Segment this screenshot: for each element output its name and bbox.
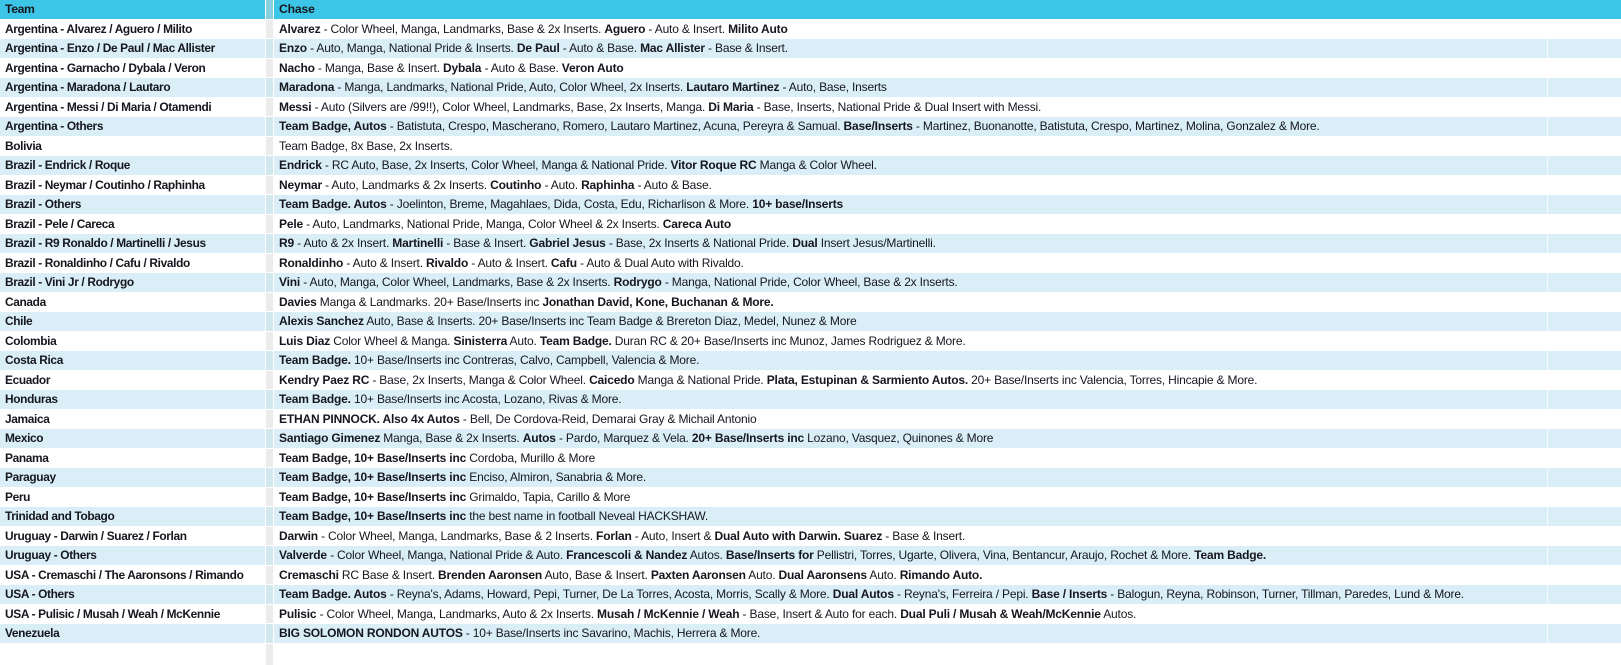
table-body	[0, 20, 1621, 665]
chase-text: - Manga, Base & Insert.	[314, 60, 444, 75]
chase-highlight-text: Dual Auto with Darwin. Suarez	[714, 528, 883, 543]
column-divider	[265, 546, 274, 565]
chase-highlight-text: Raphinha	[581, 177, 635, 192]
chase-cell[interactable]	[274, 607, 1621, 621]
column-divider	[265, 98, 274, 117]
chase-highlight-text: Santiago Gimenez	[279, 431, 381, 446]
chase-highlight-text: Luis Diaz	[279, 333, 331, 348]
chase-text: - Pardo, Marquez & Vela.	[555, 431, 692, 446]
chase-text: - Auto (Silvers are /99!!), Color Wheel, Landmarks, Base, 2x Inserts, Manga.	[311, 99, 709, 114]
chase-highlight-text: Maradona	[279, 80, 335, 95]
chase-cell[interactable]	[274, 431, 1621, 445]
chase-text: - Color Wheel, Manga, Landmarks, Base & 2 Inserts.	[317, 528, 597, 543]
table-row	[0, 371, 1621, 391]
chase-text: 10+ Base/Inserts inc Acosta, Lozano, Rivas & More.	[350, 392, 622, 407]
chase-highlight-text: De Paul	[516, 41, 560, 56]
table-row	[0, 566, 1621, 586]
chase-highlight-text: Team Badge.	[539, 333, 612, 348]
chase-cell[interactable]	[274, 353, 1621, 367]
chase-highlight-text: Musah / McKennie / Weah	[597, 606, 740, 621]
chase-cell[interactable]	[274, 41, 1621, 55]
chase-highlight-text: Base/Inserts for	[725, 548, 814, 563]
chase-text: the best name in football Neveal HACKSHAW.	[466, 509, 709, 524]
chase-highlight-text: Team Badge, 10+ Base/Inserts inc	[279, 489, 467, 504]
chase-cell[interactable]	[274, 295, 1621, 309]
column-divider	[265, 410, 274, 429]
chase-text: - Color Wheel, Manga, Landmarks, Base & 2x Inserts.	[320, 21, 605, 36]
chase-cell[interactable]	[274, 548, 1621, 562]
chase-text: - Auto, Landmarks & 2x Inserts.	[321, 177, 491, 192]
team-cell[interactable]: Brazil - R9 Ronaldo / Martinelli / Jesus	[5, 236, 206, 251]
table-row	[0, 156, 1621, 176]
team-cell[interactable]: Uruguay - Darwin / Suarez / Forlan	[5, 528, 187, 543]
chase-cell[interactable]	[274, 158, 1621, 172]
chase-cell[interactable]	[274, 392, 1621, 406]
chase-highlight-text: Rodrygo	[613, 275, 662, 290]
column-divider	[265, 215, 274, 234]
chase-cell[interactable]	[274, 256, 1621, 270]
chase-highlight-text: Di Maria	[708, 99, 754, 114]
chase-text: Auto.	[507, 333, 540, 348]
table-row	[0, 429, 1621, 449]
column-divider	[265, 254, 274, 273]
chase-highlight-text: Team Badge, Autos	[279, 119, 387, 134]
chase-text: - Base, 2x Inserts, Manga & Color Wheel.	[369, 372, 590, 387]
chase-highlight-text: Vitor Roque RC	[670, 158, 757, 173]
column-divider	[265, 566, 274, 585]
chase-highlight-text: Coutinho	[490, 177, 542, 192]
chase-highlight-text: Nacho	[279, 60, 315, 75]
chase-cell[interactable]	[274, 626, 1621, 640]
chase-highlight-text: Careca Auto	[662, 216, 731, 231]
team-cell[interactable]: Mexico	[5, 431, 44, 446]
chase-text: - Auto, Insert &	[631, 528, 715, 543]
chase-highlight-text: Sinisterra	[453, 333, 508, 348]
chase-highlight-text: Vini	[279, 275, 301, 290]
table-row	[0, 117, 1621, 137]
chase-text: - Reyna's, Ferreira / Pepi.	[893, 587, 1032, 602]
table-row	[0, 527, 1621, 547]
chase-highlight-text: Cafu	[550, 255, 577, 270]
chase-text: - Auto, Manga, National Pride & Inserts.	[306, 41, 517, 56]
chase-cell[interactable]	[274, 178, 1621, 192]
chase-highlight-text: Alexis Sanchez	[279, 314, 364, 329]
chase-column-header[interactable]: Chase	[279, 2, 315, 17]
column-divider	[265, 312, 274, 331]
chase-text: - Base & Insert.	[882, 528, 966, 543]
chase-highlight-text: Dual Aaronsens	[778, 567, 867, 582]
chase-text: - Auto, Manga, Color Wheel, Landmarks, Base & 2x Inserts.	[300, 275, 614, 290]
table-row	[0, 59, 1621, 79]
chase-text: - Auto & Dual Auto with Rivaldo.	[576, 255, 744, 270]
column-divider	[265, 234, 274, 253]
column-divider	[265, 624, 274, 643]
table-row	[0, 293, 1621, 313]
chase-highlight-text: Endrick	[279, 158, 322, 173]
chase-highlight-text: 10+ base/Inserts	[752, 197, 844, 212]
column-divider	[265, 176, 274, 195]
column-divider	[265, 195, 274, 214]
table-row	[0, 176, 1621, 196]
team-cell[interactable]: Brazil - Others	[5, 197, 82, 212]
team-cell[interactable]: Argentina - Others	[5, 119, 104, 134]
chase-cell[interactable]	[274, 61, 1621, 75]
chase-text: Duran RC & 20+ Base/Inserts inc Munoz, James Rodriguez & More.	[611, 333, 966, 348]
team-cell[interactable]: Brazil - Neymar / Coutinho / Raphinha	[5, 177, 205, 192]
chase-highlight-text: Rimando Auto.	[899, 567, 983, 582]
table-row	[0, 449, 1621, 469]
chase-highlight-text: Jonathan David, Kone, Buchanan & More.	[542, 294, 774, 309]
chase-text: - Auto, Base, Inserts	[779, 80, 887, 95]
column-divider	[265, 644, 274, 665]
chase-text: Autos.	[687, 548, 726, 563]
chase-text: Auto.	[866, 567, 900, 582]
chase-text: - Auto & 2x Insert.	[293, 236, 393, 251]
chase-text: - Reyna's, Adams, Howard, Pepi, Turner, De La Torres, Acosta, Morris, Scally & More.	[386, 587, 833, 602]
chase-text: Auto.	[745, 567, 779, 582]
team-cell[interactable]: Brazil - Endrick / Roque	[5, 158, 131, 173]
column-divider	[265, 137, 274, 156]
chase-cell[interactable]	[274, 217, 1621, 231]
chase-text: Manga & Landmarks. 20+ Base/Inserts inc	[316, 294, 543, 309]
table-row	[0, 468, 1621, 488]
column-divider	[265, 59, 274, 78]
chase-highlight-text: Base / Inserts	[1031, 587, 1108, 602]
chase-text: - Auto.	[541, 177, 582, 192]
chase-highlight-text: Veron Auto	[561, 60, 624, 75]
chase-highlight-text: Caicedo	[589, 372, 635, 387]
chase-cell[interactable]	[274, 334, 1621, 348]
column-divider	[265, 527, 274, 546]
chase-cell[interactable]	[274, 275, 1621, 289]
chase-highlight-text: Team Badge.	[279, 392, 351, 407]
team-column-header[interactable]: Team	[5, 2, 35, 17]
chase-highlight-text: Dual	[792, 236, 818, 251]
chase-highlight-text: Alvarez	[279, 21, 321, 36]
column-divider	[265, 371, 274, 390]
chase-text: Enciso, Almiron, Sanabria & More.	[466, 470, 647, 485]
team-cell[interactable]: Peru	[5, 489, 31, 504]
chase-highlight-text: BIG SOLOMON RONDON AUTOS	[279, 626, 463, 641]
column-divider	[265, 39, 274, 58]
header-row	[0, 0, 1621, 20]
team-cell[interactable]: Argentina - Enzo / De Paul / Mac Allister	[5, 41, 215, 56]
chase-text: Team Badge, 8x Base, 2x Inserts.	[279, 138, 453, 153]
chase-highlight-text: Kendry Paez RC	[279, 372, 370, 387]
table-row	[0, 332, 1621, 352]
team-cell[interactable]: USA - Pulisic / Musah / Weah / McKennie	[5, 606, 220, 621]
chase-text: 20+ Base/Inserts inc Valencia, Torres, Hincapie & More.	[968, 372, 1258, 387]
column-divider	[265, 20, 274, 39]
chase-highlight-text: Lautaro Martinez	[686, 80, 780, 95]
chase-highlight-text: 20+ Base/Inserts inc	[691, 431, 805, 446]
table-row	[0, 137, 1621, 157]
team-cell[interactable]: Brazil - Pele / Careca	[5, 216, 115, 231]
chase-text: - Base, Inserts, National Pride & Dual Insert with Messi.	[753, 99, 1042, 114]
table-row	[0, 351, 1621, 371]
chase-text: Pellistri, Torres, Ugarte, Olivera, Vina, Bentancur, Araujo, Rochet & More.	[813, 548, 1195, 563]
chase-cell[interactable]	[274, 314, 1621, 328]
chase-text: Insert Jesus/Martinelli.	[817, 236, 936, 251]
chase-highlight-text: Team Badge.	[279, 353, 351, 368]
table-row	[0, 410, 1621, 430]
chase-highlight-text: Dybala	[443, 60, 482, 75]
team-cell[interactable]: Panama	[5, 450, 49, 465]
table-row	[0, 585, 1621, 605]
team-cell[interactable]: Canada	[5, 294, 46, 309]
chase-text: - Auto & Base.	[481, 60, 562, 75]
chase-highlight-text: Team Badge, 10+ Base/Inserts inc	[279, 450, 467, 465]
chase-text: Manga, Base & 2x Inserts.	[380, 431, 523, 446]
chase-highlight-text: Forlan	[596, 528, 632, 543]
team-cell[interactable]: Brazil - Ronaldinho / Cafu / Rivaldo	[5, 255, 190, 270]
column-divider	[265, 273, 274, 292]
chase-highlight-text: Neymar	[279, 177, 322, 192]
chase-highlight-text: Martinelli	[392, 236, 444, 251]
chase-text: - Martinez, Buonanotte, Batistuta, Crespo, Martinez, Molina, Gonzalez & More.	[912, 119, 1320, 134]
chase-highlight-text: Gabriel Jesus	[529, 236, 606, 251]
chase-text: - Color Wheel, Manga, National Pride & Auto.	[326, 548, 567, 563]
column-divider	[265, 0, 274, 19]
chase-text: - Auto & Base.	[559, 41, 641, 56]
table-row	[0, 390, 1621, 410]
chase-highlight-text: Milito Auto	[728, 21, 788, 36]
chase-highlight-text: Brenden Aaronsen	[438, 567, 543, 582]
team-cell[interactable]: Venezuela	[5, 626, 60, 641]
table-row	[0, 488, 1621, 508]
chase-text: - Base & Insert.	[443, 236, 530, 251]
chase-text: - Base & Insert.	[704, 41, 788, 56]
chase-text: Lozano, Vasquez, Quinones & More	[804, 431, 994, 446]
chase-text: Auto, Base & Inserts. 20+ Base/Inserts inc Team Badge & Brereton Diaz, Medel, Nunez & More	[363, 314, 857, 329]
team-cell[interactable]: Argentina - Maradona / Lautaro	[5, 80, 171, 95]
table-row	[0, 312, 1621, 332]
chase-highlight-text: Davies	[279, 294, 317, 309]
chase-text: - Joelinton, Breme, Magahlaes, Dida, Costa, Edu, Richarlison & More.	[386, 197, 753, 212]
table-row	[0, 215, 1621, 235]
chase-text: - Bell, De Cordova-Reid, Demarai Gray & Michail Antonio	[459, 411, 757, 426]
chase-cell[interactable]	[274, 529, 1621, 543]
team-cell[interactable]: Bolivia	[5, 138, 42, 153]
team-cell[interactable]: Argentina - Garnacho / Dybala / Veron	[5, 60, 206, 75]
chase-cell[interactable]	[274, 412, 1621, 426]
table-row	[0, 234, 1621, 254]
chase-highlight-text: Ronaldinho	[279, 255, 344, 270]
chase-highlight-text: Dual Autos	[832, 587, 894, 602]
chase-cell[interactable]	[274, 568, 1621, 582]
chase-cell[interactable]	[274, 100, 1621, 114]
chase-text: - Balogun, Reyna, Robinson, Turner, Tillman, Paredes, Lund & More.	[1107, 587, 1464, 602]
chase-text: Manga & National Pride.	[634, 372, 767, 387]
chase-highlight-text: Paxten Aaronsen	[650, 567, 746, 582]
chase-text: - 10+ Base/Inserts inc Savarino, Machis, Herrera & More.	[462, 626, 761, 641]
chase-highlight-text: Francescoli & Nandez	[566, 548, 688, 563]
chase-text: - Base, Insert & Auto for each.	[739, 606, 901, 621]
team-cell[interactable]: Honduras	[5, 392, 58, 407]
chase-highlight-text: Team Badge.	[1194, 548, 1267, 563]
chase-text: Auto, Base & Insert.	[542, 567, 651, 582]
chase-highlight-text: Plata, Estupinan & Sarmiento Autos.	[766, 372, 969, 387]
column-divider	[265, 585, 274, 604]
chase-highlight-text: Enzo	[279, 41, 307, 56]
chase-highlight-text: Mac Allister	[640, 41, 705, 56]
team-cell[interactable]: Uruguay - Others	[5, 548, 97, 563]
table-row	[0, 39, 1621, 59]
team-cell[interactable]: Chile	[5, 314, 33, 329]
team-cell[interactable]: Argentina - Alvarez / Aguero / Milito	[5, 21, 193, 36]
column-divider	[265, 390, 274, 409]
chase-highlight-text: Dual Puli / Musah & Weah/McKennie	[900, 606, 1101, 621]
table-row	[0, 546, 1621, 566]
chase-cell[interactable]	[274, 373, 1621, 387]
column-divider	[265, 351, 274, 370]
team-cell[interactable]: Trinidad and Tobago	[5, 509, 115, 524]
column-divider	[265, 507, 274, 526]
team-cell[interactable]: USA - Cremaschi / The Aaronsons / Rimando	[5, 567, 244, 582]
chase-cell[interactable]	[274, 197, 1621, 211]
table-row	[0, 273, 1621, 293]
chase-cell[interactable]	[274, 509, 1621, 523]
chase-text: - Auto & Base.	[634, 177, 712, 192]
chase-text: Grimaldo, Tapia, Carillo & More	[466, 489, 631, 504]
chase-cell[interactable]	[274, 119, 1621, 133]
chase-text: - Auto & Insert.	[343, 255, 427, 270]
chase-text: Manga & Color Wheel.	[756, 158, 877, 173]
chase-highlight-text: R9	[279, 236, 294, 251]
table-row	[0, 254, 1621, 274]
chase-text: - Auto, Landmarks, National Pride, Manga, Color Wheel & 2x Inserts.	[302, 216, 663, 231]
empty-row	[0, 644, 1621, 665]
chase-cell[interactable]	[274, 139, 1621, 153]
column-divider	[265, 293, 274, 312]
chase-cell[interactable]	[274, 587, 1621, 601]
chase-text: - Manga, National Pride, Color Wheel, Base & 2x Inserts.	[661, 275, 958, 290]
chase-cell[interactable]	[274, 22, 1621, 36]
table-row	[0, 624, 1621, 644]
chase-cell[interactable]	[274, 80, 1621, 94]
column-divider	[265, 488, 274, 507]
column-divider	[265, 332, 274, 351]
column-divider	[265, 429, 274, 448]
table-row	[0, 98, 1621, 118]
chase-highlight-text: Autos	[522, 431, 556, 446]
chase-highlight-text: Base/Inserts	[843, 119, 913, 134]
team-cell[interactable]: Ecuador	[5, 372, 51, 387]
chase-cell[interactable]	[274, 236, 1621, 250]
chase-text: - Base, 2x Inserts & National Pride.	[605, 236, 793, 251]
team-cell[interactable]: Paraguay	[5, 470, 56, 485]
chase-text: - Auto & Insert.	[645, 21, 729, 36]
column-divider	[265, 78, 274, 97]
chase-text: 10+ Base/Inserts inc Contreras, Calvo, Campbell, Valencia & More.	[350, 353, 700, 368]
chase-highlight-text: Rivaldo	[426, 255, 469, 270]
column-divider	[265, 605, 274, 624]
chase-highlight-text: Pele	[279, 216, 303, 231]
chase-cell[interactable]	[274, 451, 1621, 465]
chase-text: Autos.	[1100, 606, 1137, 621]
chase-highlight-text: Messi	[279, 99, 312, 114]
team-cell[interactable]: Argentina - Messi / Di Maria / Otamendi	[5, 99, 212, 114]
column-divider	[265, 449, 274, 468]
chase-text: - Manga, Landmarks, National Pride, Auto, Color Wheel, 2x Inserts.	[334, 80, 687, 95]
column-divider	[265, 117, 274, 136]
chase-highlight-text: Darwin	[279, 528, 318, 543]
chase-text: - RC Auto, Base, 2x Inserts, Color Wheel, Manga & National Pride.	[321, 158, 671, 173]
chase-highlight-text: Team Badge. Autos	[279, 587, 387, 602]
chase-text: - Color Wheel, Manga, Landmarks, Auto & 2x Inserts.	[316, 606, 598, 621]
chase-text: Cordoba, Murillo & More	[466, 450, 596, 465]
column-divider	[265, 468, 274, 487]
chase-highlight-text: ETHAN PINNOCK. Also 4x Autos	[279, 411, 460, 426]
chase-highlight-text: Pulisic	[279, 606, 317, 621]
chase-text: - Batistuta, Crespo, Mascherano, Romero, Lautaro Martinez, Acuna, Pereyra & Samual.	[386, 119, 844, 134]
team-cell[interactable]: Jamaica	[5, 411, 50, 426]
table-row	[0, 78, 1621, 98]
table-row	[0, 507, 1621, 527]
chase-highlight-text: Valverde	[279, 548, 327, 563]
chase-highlight-text: Aguero	[604, 21, 646, 36]
team-cell[interactable]: Brazil - Vini Jr / Rodrygo	[5, 275, 134, 290]
team-cell[interactable]: Costa Rica	[5, 353, 63, 368]
chase-text: - Auto & Insert.	[468, 255, 551, 270]
chase-text: RC Base & Insert.	[338, 567, 439, 582]
chase-text: Color Wheel & Manga.	[330, 333, 454, 348]
chase-highlight-text: Cremaschi	[279, 567, 339, 582]
table-row	[0, 195, 1621, 215]
table-row	[0, 20, 1621, 40]
team-cell[interactable]: Colombia	[5, 333, 57, 348]
chase-cell[interactable]	[274, 490, 1621, 504]
chase-highlight-text: Team Badge, 10+ Base/Inserts inc	[279, 470, 467, 485]
chase-highlight-text: Team Badge. Autos	[279, 197, 387, 212]
chase-cell[interactable]	[274, 470, 1621, 484]
column-divider	[265, 156, 274, 175]
team-cell[interactable]: USA - Others	[5, 587, 75, 602]
chase-highlight-text: Team Badge, 10+ Base/Inserts inc	[279, 509, 467, 524]
table-row	[0, 605, 1621, 625]
